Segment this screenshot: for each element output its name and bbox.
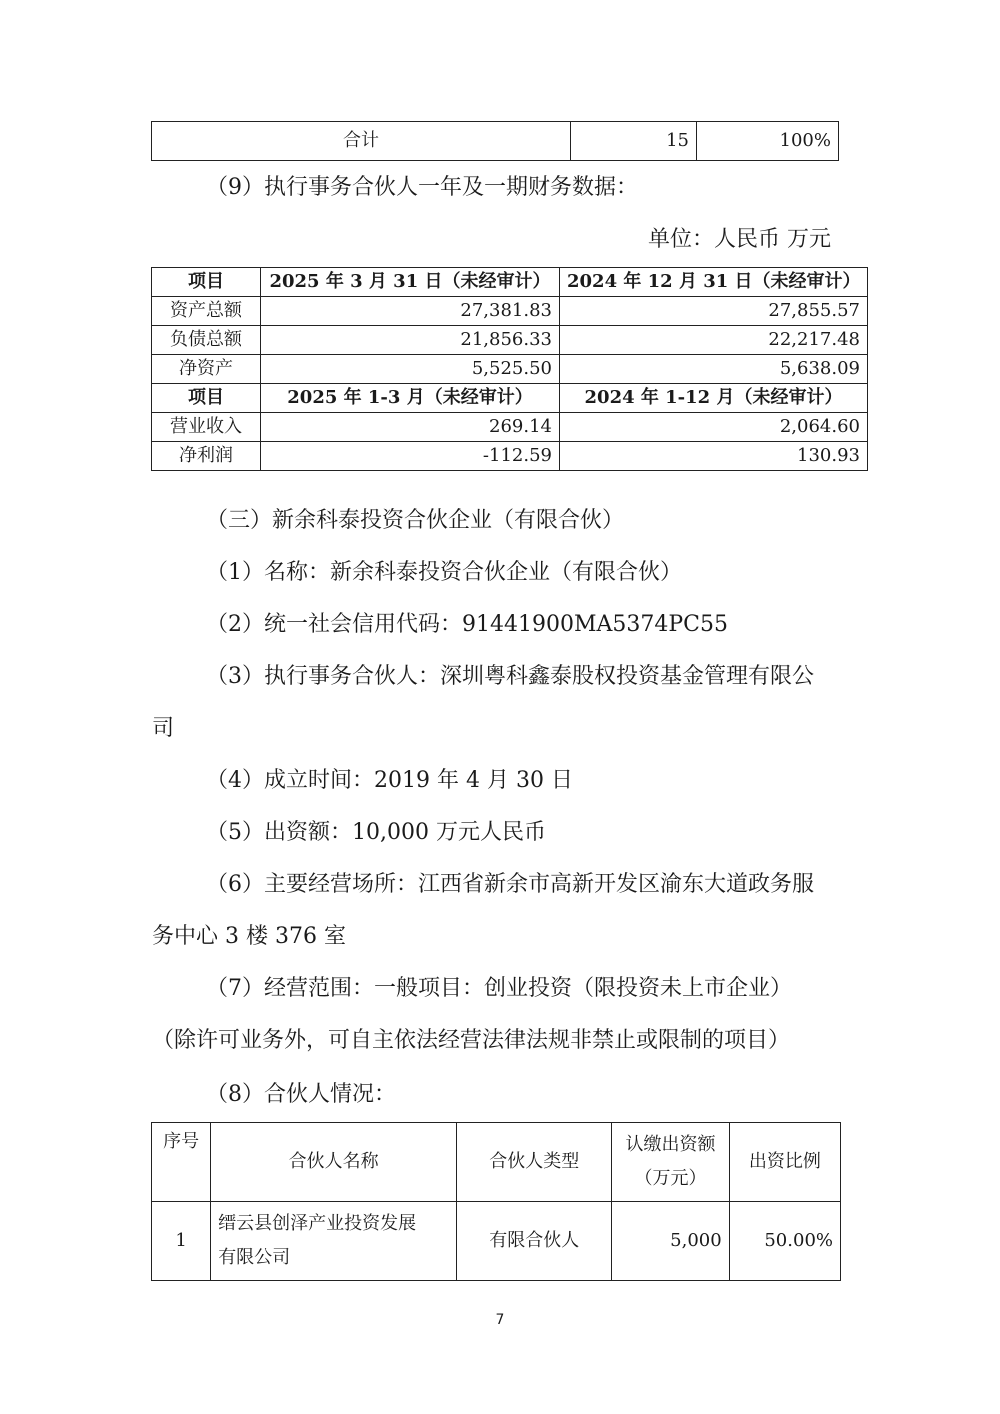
header-subscribed-line2: （万元） <box>634 1168 707 1189</box>
total-row-table <box>151 121 839 161</box>
header-subscribed-line1: 认缴出资额 <box>625 1134 716 1155</box>
financial-table <box>151 267 868 471</box>
financial-header-row-2 <box>152 384 868 413</box>
row-value: 2,064.60 <box>560 413 868 442</box>
header-2025-q1: 2025 年 3 月 31 日（未经审计） <box>261 268 560 297</box>
header-subscribed-amount <box>612 1123 729 1202</box>
row-label: 净利润 <box>152 442 261 471</box>
row-label: 资产总额 <box>152 297 261 326</box>
page-number: 7 <box>495 1312 505 1328</box>
row-label: 负债总额 <box>152 326 261 355</box>
row-value: 5,525.50 <box>261 355 560 384</box>
section3-partner-line2: 司 <box>152 716 175 741</box>
table-row <box>152 413 868 442</box>
section3-credit-code: （2）统一社会信用代码：91441900MA5374PC55 <box>206 612 729 637</box>
section3-partner-line1: （3）执行事务合伙人：深圳粤科鑫泰股权投资基金管理有限公 <box>206 664 814 689</box>
header-item: 项目 <box>152 384 261 413</box>
row-value: 269.14 <box>261 413 560 442</box>
section3-title: （三）新余科泰投资合伙企业（有限合伙） <box>206 508 625 533</box>
partner-name-line2: 有限公司 <box>218 1247 291 1268</box>
table-row <box>152 442 868 471</box>
header-ratio: 出资比例 <box>729 1123 840 1202</box>
table-row <box>152 355 868 384</box>
row-value: 130.93 <box>560 442 868 471</box>
table-row <box>152 326 868 355</box>
section3-scope-line1: （7）经营范围：一般项目：创业投资（限投资未上市企业） <box>206 976 792 1001</box>
header-item: 项目 <box>152 268 261 297</box>
section3-established: （4）成立时间：2019 年 4 月 30 日 <box>206 768 573 793</box>
partner-amount: 5,000 <box>612 1202 729 1281</box>
header-partner-name: 合伙人名称 <box>211 1123 457 1202</box>
section3-capital: （5）出资额：10,000 万元人民币 <box>206 820 546 845</box>
row-value: -112.59 <box>261 442 560 471</box>
table-row <box>152 1202 841 1281</box>
unit-label: 单位：人民币 万元 <box>648 227 831 252</box>
header-2024-period: 2024 年 1-12 月（未经审计） <box>560 384 868 413</box>
partner-type: 有限合伙人 <box>457 1202 612 1281</box>
row-value: 27,855.57 <box>560 297 868 326</box>
row-label: 净资产 <box>152 355 261 384</box>
section3-address-line2: 务中心 3 楼 376 室 <box>152 924 346 949</box>
partner-no: 1 <box>152 1202 211 1281</box>
partners-table <box>151 1122 841 1281</box>
partner-name <box>211 1202 457 1281</box>
header-no: 序号 <box>152 1123 211 1202</box>
total-count: 15 <box>571 122 697 161</box>
row-value: 27,381.83 <box>261 297 560 326</box>
partners-header-row <box>152 1123 841 1202</box>
partner-ratio: 50.00% <box>729 1202 840 1281</box>
financial-header-row <box>152 268 868 297</box>
row-value: 21,856.33 <box>261 326 560 355</box>
row-label: 营业收入 <box>152 413 261 442</box>
row-value: 22,217.48 <box>560 326 868 355</box>
header-2024-ye: 2024 年 12 月 31 日（未经审计） <box>560 268 868 297</box>
total-label: 合计 <box>152 122 571 161</box>
section3-name: （1）名称：新余科泰投资合伙企业（有限合伙） <box>206 560 682 585</box>
section3-address-line1: （6）主要经营场所：江西省新余市高新开发区渝东大道政务服 <box>206 872 814 897</box>
partners-heading: （8）合伙人情况： <box>206 1082 396 1107</box>
partner-name-line1: 缙云县创泽产业投资发展 <box>218 1213 417 1234</box>
section9-heading: （9）执行事务合伙人一年及一期财务数据： <box>206 175 638 200</box>
table-row <box>152 297 868 326</box>
total-ratio: 100% <box>697 122 839 161</box>
row-value: 5,638.09 <box>560 355 868 384</box>
section3-scope-line2: （除许可业务外，可自主依法经营法律法规非禁止或限制的项目） <box>152 1028 791 1053</box>
header-partner-type: 合伙人类型 <box>457 1123 612 1202</box>
header-2025-period: 2025 年 1-3 月（未经审计） <box>261 384 560 413</box>
